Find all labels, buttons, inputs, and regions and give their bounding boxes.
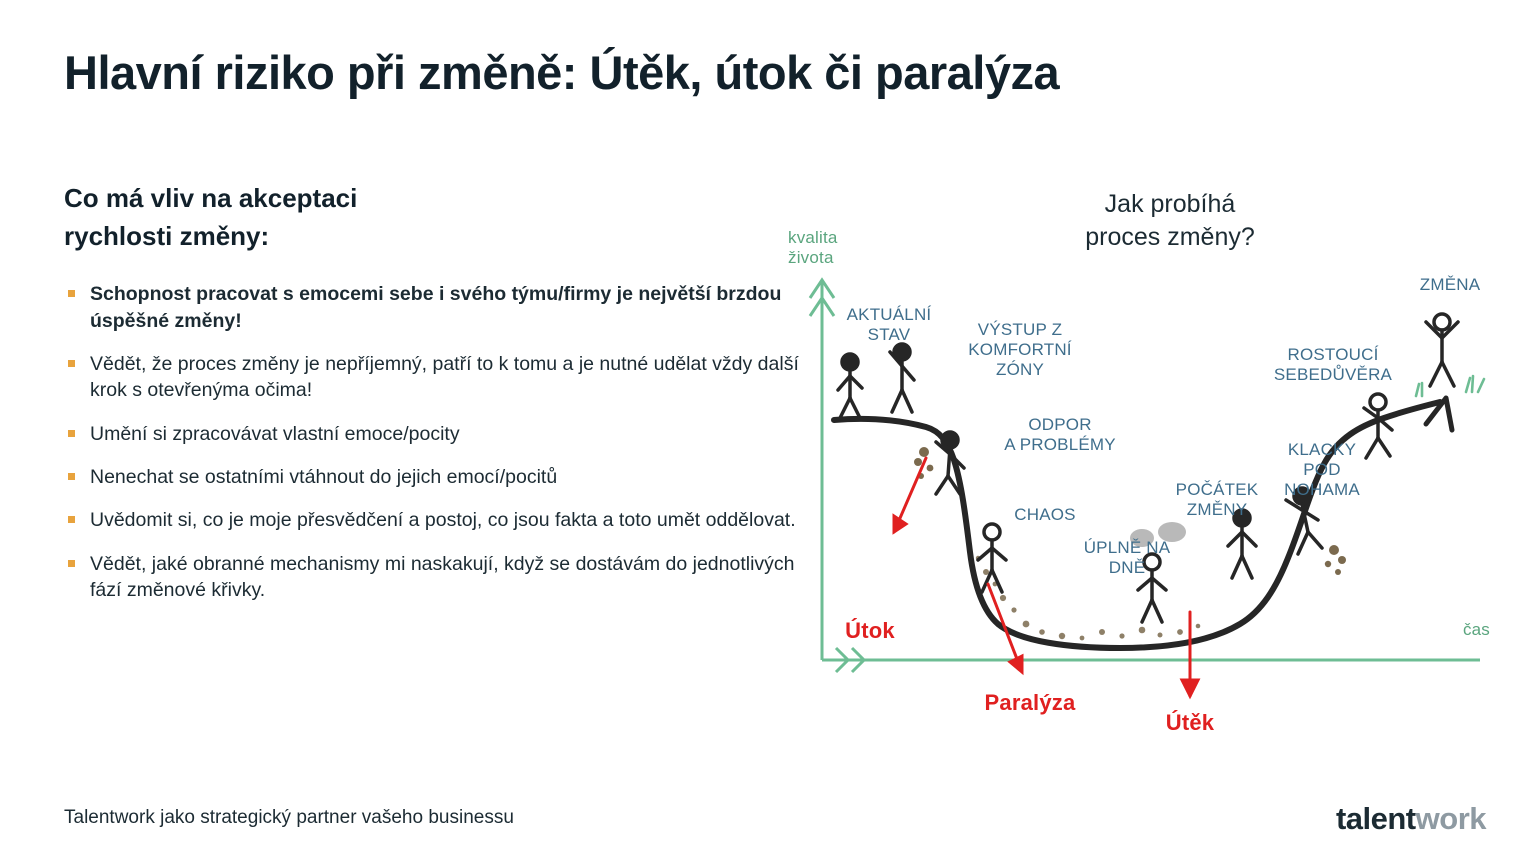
stage-line-1: VÝSTUP Z xyxy=(977,320,1063,339)
stage-line-2: DNĚ xyxy=(1108,558,1146,578)
stage-label-aktualni-stav xyxy=(824,305,954,345)
stage-line-2: KOMFORTNÍ xyxy=(968,340,1072,360)
risk-label-utok: Útok xyxy=(845,618,895,643)
list-item xyxy=(64,507,824,533)
list-item-text: Nenechat se ostatními vtáhnout do jejich emocí/pocitů xyxy=(90,465,558,488)
left-content-column xyxy=(64,180,824,620)
list-item-text: Umění si zpracovávat vlastní emoce/pocity xyxy=(90,422,460,445)
stage-label-rostouci-sebeduvera xyxy=(1238,345,1428,385)
list-item xyxy=(64,351,824,404)
y-axis-label xyxy=(788,228,878,268)
stage-line-3: ZÓNY xyxy=(995,360,1045,380)
stage-label-vystup-z-komfortni-zony xyxy=(940,320,1100,380)
risk-label-utek: Útěk xyxy=(1165,710,1215,735)
logo-part-work: work xyxy=(1415,801,1486,836)
diagram-title-line-2: proces změny? xyxy=(1085,222,1255,251)
stage-line-1: ÚPLNĚ NA xyxy=(1083,538,1171,557)
stage-line-3: NOHAMA xyxy=(1284,480,1360,500)
change-curve-diagram xyxy=(790,180,1510,780)
y-axis-label-line-2: života xyxy=(788,248,834,268)
list-item xyxy=(64,281,824,334)
stage-line-2: STAV xyxy=(867,325,911,345)
bullet-square-icon xyxy=(68,560,75,567)
y-axis-label-line-1: kvalita xyxy=(788,228,838,247)
left-heading-line-2: rychlosti změny: xyxy=(64,220,270,251)
stage-line-2: SEBEDŮVĚRA xyxy=(1273,365,1393,385)
stage-line-1: KLACKY xyxy=(1287,440,1357,459)
bullet-list xyxy=(64,281,824,603)
risk-label-paralyza: Paralýza xyxy=(984,690,1076,715)
stick-figure-start-of-change xyxy=(1228,510,1256,578)
list-item-text: Schopnost pracovat s emocemi sebe i svého týmu/firmy je největší brzdou úspěšné změny! xyxy=(90,283,782,332)
stage-line-2: POD xyxy=(1303,460,1341,480)
bullet-square-icon xyxy=(68,430,75,437)
list-item xyxy=(64,464,824,490)
list-item xyxy=(64,421,824,447)
left-heading xyxy=(64,180,824,255)
stage-label-chaos: CHAOS xyxy=(1014,505,1076,524)
footer-text: Talentwork jako strategický partner vašeho businessu xyxy=(64,807,514,828)
stage-line-1: POČÁTEK xyxy=(1175,480,1259,499)
bullet-square-icon xyxy=(68,290,75,297)
stage-line-1: ROSTOUCÍ xyxy=(1287,345,1379,364)
stage-label-odpor-a-problemy xyxy=(970,415,1150,455)
stage-line-2: ZMĚNY xyxy=(1186,500,1248,520)
stage-line-1: AKTUÁLNÍ xyxy=(846,305,932,324)
stage-label-klacky-pod-nohama xyxy=(1252,440,1392,500)
diagram-title xyxy=(990,188,1350,253)
stage-label-uplne-na-dne xyxy=(1052,538,1202,578)
stick-figure-change xyxy=(1426,314,1458,386)
list-item-text: Uvědomit si, co je moje přesvědčení a postoj, co jsou fakta a toto umět oddělovat. xyxy=(90,509,796,532)
stick-figure-current-state xyxy=(838,344,914,418)
left-heading-line-1: Co má vliv na akceptaci xyxy=(64,183,358,213)
diagram-title-line-1: Jak probíhá xyxy=(1104,190,1236,218)
stage-line-2: A PROBLÉMY xyxy=(1004,435,1116,455)
list-item-text: Vědět, jaké obranné mechanismy mi naskakují, když se dostávám do jednotlivých fází změnové křivky. xyxy=(90,552,795,601)
list-item-text: Vědět, že proces změny je nepříjemný, patří to k tomu a je nutné udělat vždy další krok s otevřenýma očima! xyxy=(90,353,799,402)
x-axis xyxy=(822,648,1480,672)
stage-line-1: ODPOR xyxy=(1028,415,1092,434)
x-axis-label: čas xyxy=(1462,620,1490,639)
bullet-square-icon xyxy=(68,360,75,367)
stick-figure-chaos xyxy=(978,524,1006,592)
page-title: Hlavní riziko při změně: Útěk, útok či paralýza xyxy=(64,46,1060,99)
bullet-square-icon xyxy=(68,516,75,523)
stage-label-zmena: ZMĚNA xyxy=(1419,275,1481,294)
list-item xyxy=(64,551,824,604)
talentwork-logo xyxy=(1336,801,1486,837)
bullet-square-icon xyxy=(68,473,75,480)
logo-part-talent: talent xyxy=(1335,801,1416,836)
rock-debris-right xyxy=(1325,545,1346,575)
